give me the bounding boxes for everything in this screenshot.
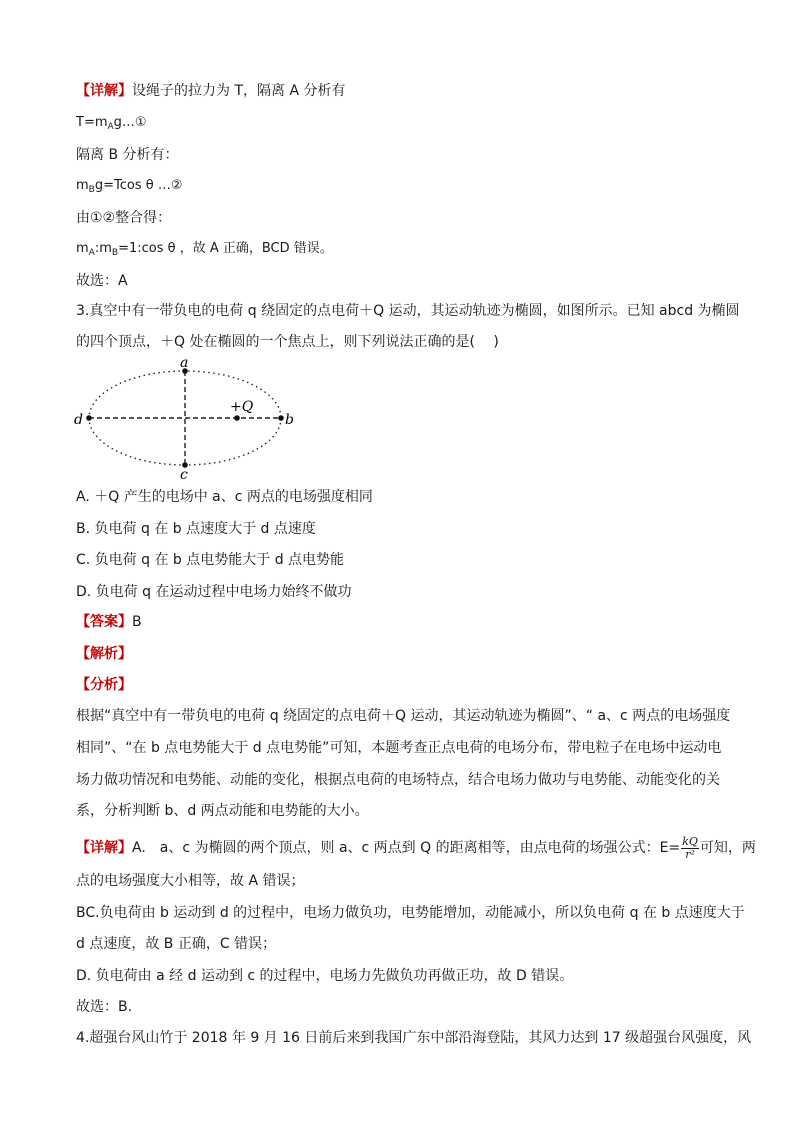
label-b: b — [285, 412, 294, 428]
fenxi-line-1: 根据“真空中有一带负电的电荷 q 绕固定的点电荷＋Q 运动，其运动轨迹为椭圆”、“ a、c 两点的电场强度 — [76, 708, 731, 724]
label-c: c — [180, 467, 188, 483]
fenxi-line-4: 系，分析判断 b、d 两点动能和电势能的大小。 — [76, 803, 369, 819]
detail-bc-line-2: d 点速度，故 B 正确，C 错误； — [76, 936, 277, 952]
vertex-b-dot — [278, 415, 284, 421]
label-d: d — [74, 412, 83, 428]
combine-line: 由①②整合得： — [76, 210, 172, 226]
fenxi-heading: 【分析】 — [76, 677, 132, 693]
vertex-d-dot — [86, 415, 92, 421]
isolate-b-line: 隔离 B 分析有： — [76, 147, 179, 163]
detail-a-line-1: 【详解】A. a、c 为椭圆的两个顶点，则 a、c 两点到 Q 的距离相等，由点电荷的场强公式：E= $\frac{kQ}{\text{r²}}$ 可知，两 — [76, 834, 756, 861]
ratio-equation: $m_A:m_B=1:\cos$ θ ，故 A 正确，BCD 错误。 — [76, 241, 333, 258]
answer-line-q2: 故选：A — [76, 273, 128, 289]
field-strength-formula: $\frac{kQ}{\text{r²}}$ — [682, 834, 698, 861]
fenxi-line-3: 场力做功情况和电势能、动能的变化，根据点电荷的电场特点，结合电场力做功与电势能、动能变化的关 — [76, 772, 720, 788]
analysis-heading: 【解析】 — [76, 646, 132, 662]
q3-stem-line-2: 的四个顶点，＋Q 处在椭圆的一个焦点上，则下列说法正确的是( ) — [76, 334, 499, 350]
equation-2: $m_Bg=Tcos$ θ …② — [76, 178, 183, 195]
label-plus-q: +Q — [230, 399, 254, 415]
q3-stem-line-1: 3.真空中有一带负电的电荷 q 绕固定的点电荷＋Q 运动，其运动轨迹为椭圆，如图所示。已知 abcd 为椭圆 — [76, 303, 740, 319]
detail-intro: 设绳子的拉力为 T，隔离 A 分析有 — [132, 83, 346, 99]
q3-option-a: A. ＋Q 产生的电场中 a、c 两点的电场强度相同 — [76, 489, 373, 505]
answer-tag: 【答案】 — [76, 614, 132, 630]
q4-stem-line-1: 4.超强台风山竹于 2018 年 9 月 16 日前后来到我国广东中部沿海登陆，其风力达到 17 级超强台风强度，风 — [76, 1030, 752, 1046]
detail-tag: 【详解】 — [76, 83, 132, 99]
answer-value: B — [132, 614, 142, 630]
detail-line-1 — [76, 82, 345, 100]
detail-d-line: D. 负电荷由 a 经 d 运动到 c 的过程中，电场力先做负功再做正功，故 D 错误。 — [76, 968, 574, 984]
q3-option-d: D. 负电荷 q 在运动过程中电场力始终不做功 — [76, 584, 352, 600]
detail-bc-line-1: BC.负电荷由 b 运动到 d 的过程中，电场力做负功，电势能增加，动能减小，所以负电荷 q 在 b 点速度大于 — [76, 905, 745, 921]
equation-1: $T=m_Ag\dots ①$ — [76, 115, 147, 132]
detail-a-line-2: 点的电场强度大小相等，故 A 错误； — [76, 873, 305, 889]
fenxi-line-2: 相同”、“在 b 点电势能大于 d 点电势能”可知，本题考查正点电荷的电场分布，带电粒子在电场中运动电 — [76, 740, 722, 756]
ellipse-orbit-figure — [60, 352, 310, 484]
label-a: a — [180, 355, 189, 371]
q3-option-b: B. 负电荷 q 在 b 点速度大于 d 点速度 — [76, 521, 316, 537]
q3-option-c: C. 负电荷 q 在 b 点电势能大于 d 点电势能 — [76, 552, 345, 568]
charge-q-dot — [234, 415, 240, 421]
final-answer-q3: 故选：B. — [76, 999, 133, 1015]
answer-line-q3 — [76, 613, 142, 631]
